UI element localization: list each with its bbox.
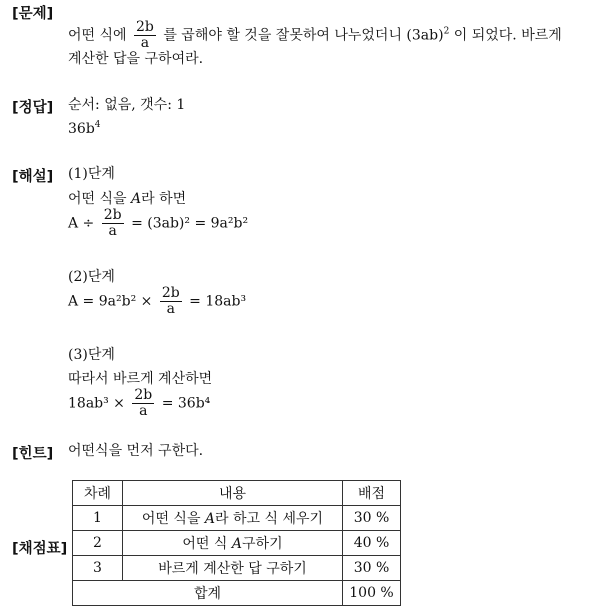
step1-text xyxy=(68,190,186,208)
step1-text-after: 라 하면 xyxy=(141,191,187,207)
problem-text-after: 이 되었다. 바르게 xyxy=(453,27,562,44)
fraction-denominator: a xyxy=(166,301,175,317)
table-row xyxy=(73,556,401,581)
rubric-table xyxy=(72,480,401,606)
step2-eq-rhs: = 18ab³ xyxy=(189,293,247,310)
answer-line-2 xyxy=(68,120,101,138)
total-label: 합계 xyxy=(73,581,343,606)
step1-equation xyxy=(68,208,248,239)
step1-eq-rhs: = (3ab)² = 9a²b² xyxy=(131,215,249,232)
fraction-numerator: 2b xyxy=(103,207,122,223)
step1-eq-lhs: A ÷ xyxy=(68,215,95,232)
step3-equation xyxy=(68,388,210,419)
problem-exponent: 2 xyxy=(443,26,450,37)
solution-label: [해설] xyxy=(12,169,54,185)
row-content: 어떤 식 A구하기 xyxy=(123,531,343,556)
problem-line-2: 계산한 답을 구하여라. xyxy=(68,51,204,67)
step3-eq-lhs: 18ab³ × xyxy=(68,395,125,412)
header-cell-content: 내용 xyxy=(123,481,343,506)
step1-variable: A xyxy=(131,191,142,207)
table-total-row xyxy=(73,581,401,606)
fraction-denominator: a xyxy=(139,403,148,419)
row-score: 30 % xyxy=(343,506,401,531)
fraction-numerator: 2b xyxy=(161,285,180,301)
step1-text-before: 어떤 식을 xyxy=(68,191,131,207)
header-cell-order: 차례 xyxy=(73,481,123,506)
step2-equation xyxy=(68,286,246,317)
problem-line-1 xyxy=(68,20,562,51)
answer-base: 36b xyxy=(68,121,95,137)
total-score: 100 % xyxy=(343,581,401,606)
step2-title: (2)단계 xyxy=(68,269,115,285)
fraction-denominator: a xyxy=(108,223,117,239)
row-number: 1 xyxy=(73,506,123,531)
problem-label: [문제] xyxy=(12,6,54,22)
row-number: 2 xyxy=(73,531,123,556)
answer-label: [정답] xyxy=(12,100,54,116)
row-content: 바르게 계산한 답 구하기 xyxy=(123,556,343,581)
table-row xyxy=(73,531,401,556)
row-score: 40 % xyxy=(343,531,401,556)
step1-fraction xyxy=(102,208,124,239)
step3-title: (3)단계 xyxy=(68,347,115,363)
row-number: 3 xyxy=(73,556,123,581)
row-score: 30 % xyxy=(343,556,401,581)
rubric-label: [채점표] xyxy=(12,541,68,557)
problem-text-middle: 를 곱해야 할 것을 잘못하여 나누었더니 (3ab) xyxy=(163,27,444,44)
step3-text: 따라서 바르게 계산하면 xyxy=(68,371,213,387)
fraction-numerator: 2b xyxy=(136,19,154,35)
problem-fraction xyxy=(134,20,156,51)
header-cell-score: 배점 xyxy=(343,481,401,506)
answer-line-1: 순서: 없음, 갯수: 1 xyxy=(68,97,186,113)
hint-label: [힌트] xyxy=(12,446,54,462)
step2-fraction xyxy=(160,286,182,317)
step3-fraction xyxy=(132,388,154,419)
hint-text: 어떤식을 먼저 구한다. xyxy=(68,443,204,459)
table-row xyxy=(73,506,401,531)
step2-eq-lhs: A = 9a²b² × xyxy=(68,293,153,310)
answer-exponent: 4 xyxy=(94,120,101,130)
row-content: 어떤 식을 A라 하고 식 세우기 xyxy=(123,506,343,531)
table-header-row xyxy=(73,481,401,506)
step3-eq-rhs: = 36b⁴ xyxy=(161,395,211,412)
fraction-numerator: 2b xyxy=(134,387,153,403)
problem-text-before: 어떤 식에 xyxy=(68,27,127,44)
step1-title: (1)단계 xyxy=(68,166,115,182)
fraction-denominator: a xyxy=(140,35,150,51)
